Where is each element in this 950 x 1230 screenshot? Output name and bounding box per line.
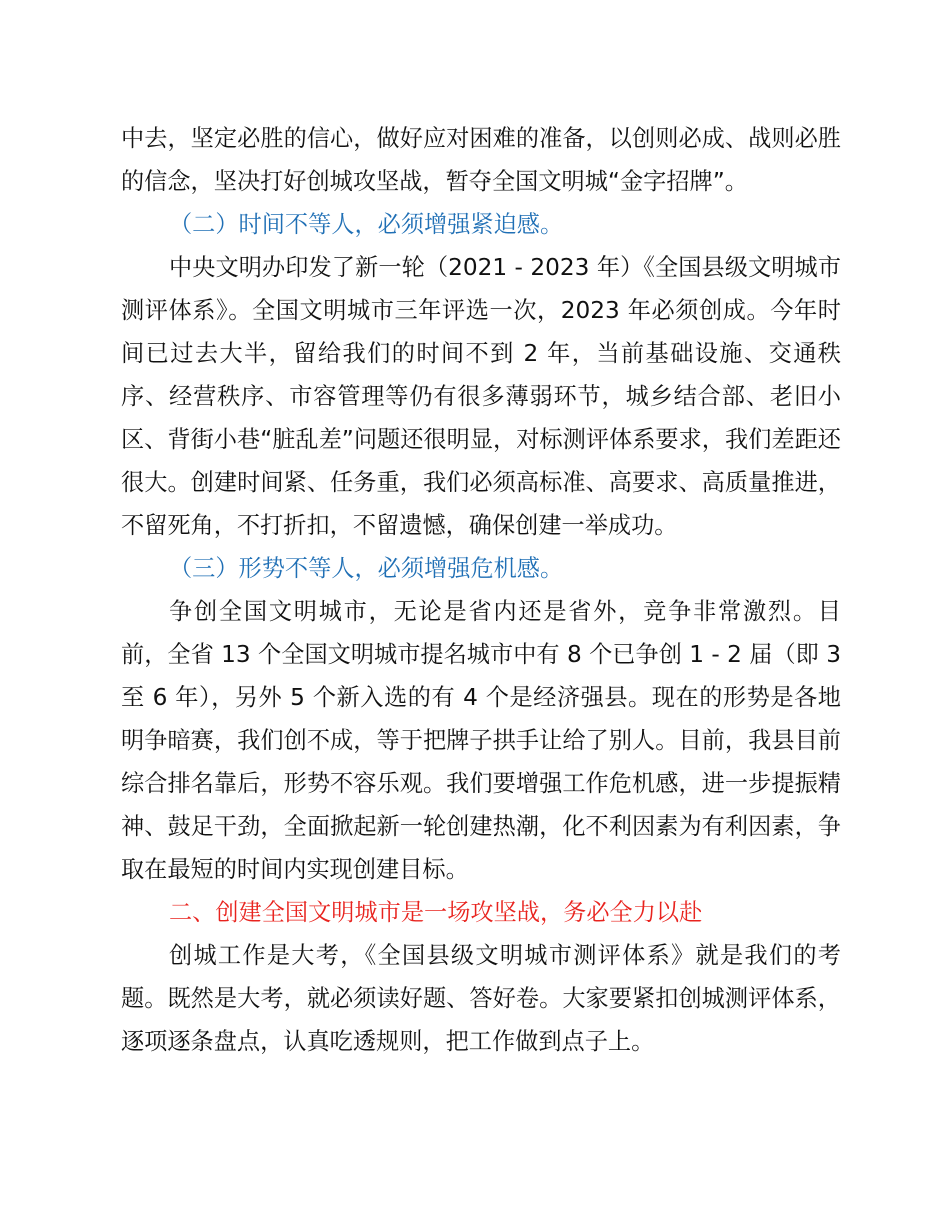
section-heading-two: 二、创建全国文明城市是一场攻坚战，务必全力以赴 <box>169 899 703 926</box>
paragraph-continuation: 中去，坚定必胜的信心，做好应对困难的准备，以创则必成、战则必胜的信念，坚决打好创城攻坚战，暂夺全国文明城“金字招牌”。 <box>121 125 841 195</box>
paragraph-exam: 创城工作是大考，《全国县级文明城市测评体系》就是我们的考题。既然是大考，就必须读好题、答好卷。大家要紧扣创城测评体系，逐项逐条盘点，认真吃透规则，把工作做到点子上。 <box>121 942 841 1055</box>
subheading-situation-crisis: （三）形势不等人，必须增强危机感。 <box>169 555 564 582</box>
subheading-time-urgency: （二）时间不等人，必须增强紧迫感。 <box>169 211 564 238</box>
paragraph-situation: 争创全国文明城市，无论是省内还是省外，竞争非常激烈。目前，全省 13 个全国文明城市提名城市中有 8 个已争创 1 - 2 届（即 3 至 6 年），另外 5 个新入选的有 4 个是经济强县。现在的形势是各地明争暗赛，我们创不成，等于把牌子拱手让给了别人。目前，我县目前综合排名靠后，形势不容乐观。我们要增强工作危机感，进一步提振精神、鼓足干劲，全面掀起新一轮创建热潮，化不利因素为有利因素，争取在最短的时间内实现创建目标。 <box>121 598 841 883</box>
document-body <box>121 117 841 1063</box>
paragraph-time: 中央文明办印发了新一轮（2021 - 2023 年）《全国县级文明城市测评体系》。全国文明城市三年评选一次，2023 年必须创成。今年时间已过去大半，留给我们的时间不到 2 年，当前基础设施、交通秩序、经营秩序、市容管理等仍有很多薄弱环节，城乡结合部、老旧小区、背街小巷“脏乱差”问题还很明显，对标测评体系要求，我们差距还很大。创建时间紧、任务重，我们必须高标准、高要求、高质量推进，不留死角，不打折扣，不留遗憾，确保创建一举成功。 <box>121 254 841 539</box>
